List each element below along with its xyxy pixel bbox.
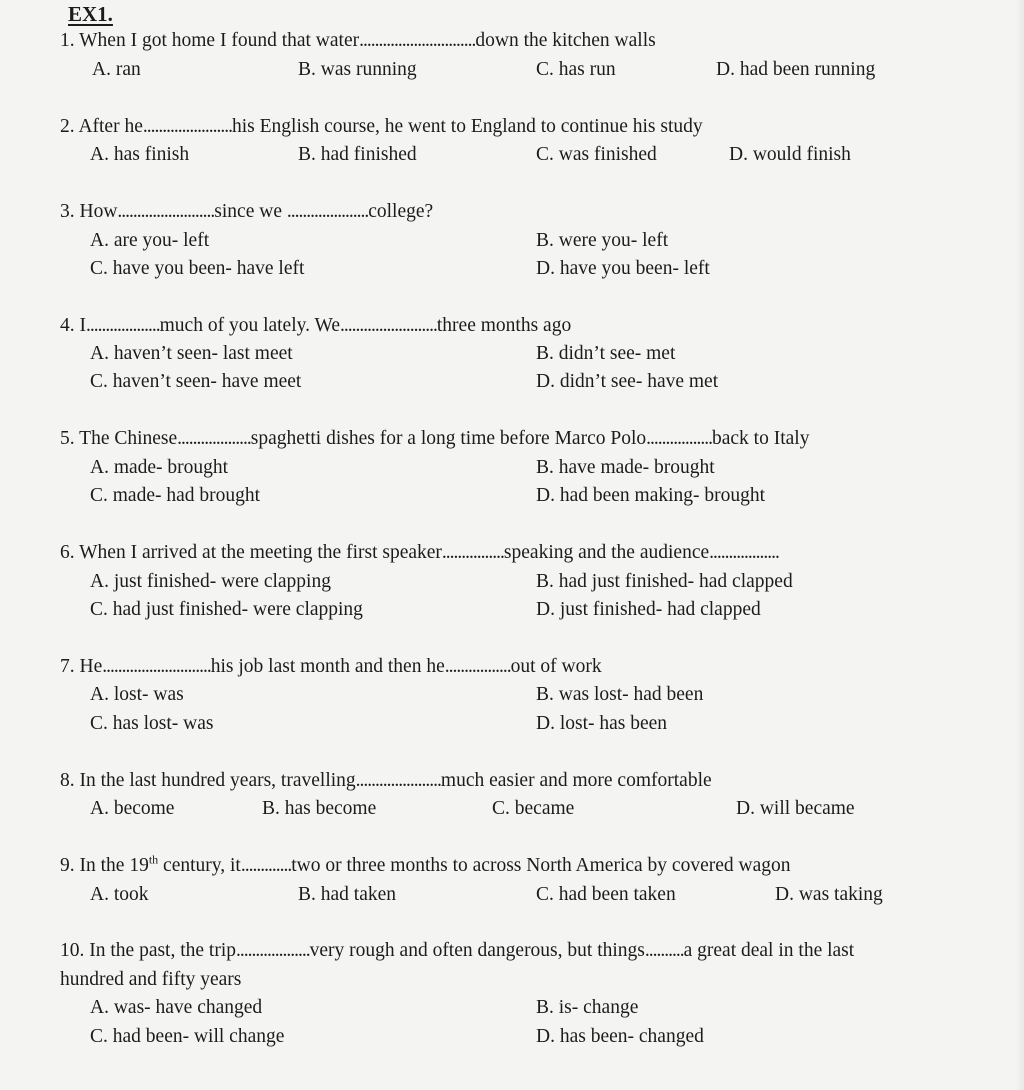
- option-b[interactable]: B. is- change: [536, 997, 639, 1018]
- answer-blank[interactable]: ...................: [177, 428, 251, 449]
- question-1: [60, 30, 656, 52]
- option-b[interactable]: B. had taken: [298, 884, 397, 905]
- question-text: When I arrived at the meeting the first speaker: [79, 542, 442, 563]
- option-c[interactable]: C. had just finished- were clapping: [90, 599, 363, 620]
- question-number: 4.: [60, 315, 75, 336]
- answer-blank[interactable]: .......................: [142, 116, 232, 137]
- question-text: his English course, he went to England to continue his study: [232, 116, 703, 137]
- question-text: How: [79, 201, 118, 222]
- question-number: 10.: [60, 940, 85, 961]
- answer-blank[interactable]: .................: [646, 428, 712, 449]
- option-a[interactable]: A. took: [90, 884, 149, 905]
- option-a[interactable]: A. just finished- were clapping: [90, 571, 331, 592]
- question-text: In the past, the trip: [89, 940, 237, 961]
- answer-blank[interactable]: .............: [240, 855, 292, 876]
- question-number: 3.: [60, 201, 75, 222]
- option-c[interactable]: C. has run: [536, 59, 616, 80]
- question-text: out of work: [510, 656, 602, 677]
- question-number: 1.: [60, 30, 75, 51]
- option-c[interactable]: C. have you been- have left: [90, 258, 305, 279]
- option-b[interactable]: B. has become: [262, 798, 377, 819]
- question-text: back to Italy: [712, 428, 810, 449]
- option-d[interactable]: D. will became: [736, 798, 855, 819]
- question-text: very rough and often dangerous, but things: [309, 940, 645, 961]
- option-c[interactable]: C. haven’t seen- have meet: [90, 371, 302, 392]
- answer-blank[interactable]: .........................: [117, 201, 215, 222]
- question-text: college?: [368, 201, 434, 222]
- question-10-continuation: hundred and fifty years: [60, 969, 242, 990]
- option-d[interactable]: D. would finish: [729, 144, 851, 165]
- answer-blank[interactable]: ..............................: [359, 30, 476, 51]
- option-d[interactable]: D. had been making- brought: [536, 485, 766, 506]
- option-c[interactable]: C. had been taken: [536, 884, 676, 905]
- option-c[interactable]: C. made- had brought: [90, 485, 261, 506]
- option-a[interactable]: A. made- brought: [90, 457, 229, 478]
- option-c[interactable]: C. became: [492, 798, 575, 819]
- question-3: [60, 201, 433, 223]
- option-a[interactable]: A. was- have changed: [90, 997, 263, 1018]
- question-4: [60, 315, 571, 337]
- question-number: 9.: [60, 855, 75, 876]
- superscript: th: [148, 852, 159, 867]
- question-text: speaking and the audience: [503, 542, 710, 563]
- option-d[interactable]: D. didn’t see- have met: [536, 371, 719, 392]
- page-edge-shadow: [1016, 0, 1024, 1090]
- option-d[interactable]: D. lost- has been: [536, 713, 668, 734]
- question-number: 7.: [60, 656, 75, 677]
- option-a[interactable]: A. lost- was: [90, 684, 184, 705]
- question-text: When I got home I found that water: [79, 30, 360, 51]
- exercise-title: EX1.: [68, 2, 113, 26]
- option-b[interactable]: B. were you- left: [536, 230, 669, 251]
- question-text: down the kitchen walls: [475, 30, 656, 51]
- option-a[interactable]: A. become: [90, 798, 175, 819]
- question-text: his job last month and then he: [210, 656, 445, 677]
- question-number: 6.: [60, 542, 75, 563]
- option-b[interactable]: B. had finished: [298, 144, 417, 165]
- question-text: three months ago: [436, 315, 572, 336]
- option-d[interactable]: D. just finished- had clapped: [536, 599, 761, 620]
- answer-blank[interactable]: ......................: [355, 770, 441, 791]
- option-a[interactable]: A. has finish: [90, 144, 190, 165]
- question-number: 8.: [60, 770, 75, 791]
- option-d[interactable]: D. was taking: [775, 884, 883, 905]
- answer-blank[interactable]: ...................: [86, 315, 160, 336]
- question-text: In the 19: [79, 855, 149, 876]
- question-text: After he: [78, 116, 143, 137]
- answer-blank[interactable]: ................: [441, 542, 504, 563]
- option-a[interactable]: A. ran: [92, 59, 141, 80]
- option-b[interactable]: B. have made- brought: [536, 457, 715, 478]
- question-number: 2.: [60, 116, 75, 137]
- option-d[interactable]: D. has been- changed: [536, 1026, 704, 1047]
- option-d[interactable]: D. had been running: [716, 59, 876, 80]
- option-c[interactable]: C. had been- will change: [90, 1026, 285, 1047]
- option-b[interactable]: B. had just finished- had clapped: [536, 571, 793, 592]
- question-text: since we: [214, 201, 282, 222]
- question-text: much easier and more comfortable: [440, 770, 712, 791]
- question-text: The Chinese: [79, 428, 178, 449]
- option-a[interactable]: A. are you- left: [90, 230, 210, 251]
- question-6: [60, 542, 779, 564]
- question-text: He: [79, 656, 103, 677]
- question-text: In the last hundred years, travelling: [79, 770, 356, 791]
- option-c[interactable]: C. has lost- was: [90, 713, 214, 734]
- option-b[interactable]: B. was lost- had been: [536, 684, 704, 705]
- answer-blank[interactable]: .................: [444, 656, 511, 677]
- answer-blank[interactable]: .........................: [340, 315, 437, 336]
- option-a[interactable]: A. haven’t seen- last meet: [90, 343, 293, 364]
- question-9: [60, 852, 791, 877]
- option-b[interactable]: B. didn’t see- met: [536, 343, 676, 364]
- question-8: [60, 770, 712, 792]
- question-text: I: [79, 315, 86, 336]
- answer-blank[interactable]: ............................: [102, 656, 211, 677]
- question-text: two or three months to across North America by covered wagon: [291, 855, 791, 876]
- option-c[interactable]: C. was finished: [536, 144, 657, 165]
- question-10: [60, 940, 854, 962]
- answer-blank[interactable]: .....................: [286, 201, 369, 222]
- question-number: 5.: [60, 428, 75, 449]
- answer-blank[interactable]: ..................: [709, 542, 779, 563]
- question-7: [60, 656, 602, 678]
- question-2: [60, 116, 703, 138]
- question-text: much of you lately. We: [159, 315, 341, 336]
- question-5: [60, 428, 809, 450]
- question-text: a great deal in the last: [683, 940, 855, 961]
- answer-blank[interactable]: ..........: [644, 940, 684, 961]
- answer-blank[interactable]: ...................: [236, 940, 310, 961]
- option-b[interactable]: B. was running: [298, 59, 417, 80]
- option-d[interactable]: D. have you been- left: [536, 258, 710, 279]
- question-text: century, it: [163, 855, 241, 876]
- question-text: spaghetti dishes for a long time before Marco Polo: [250, 428, 647, 449]
